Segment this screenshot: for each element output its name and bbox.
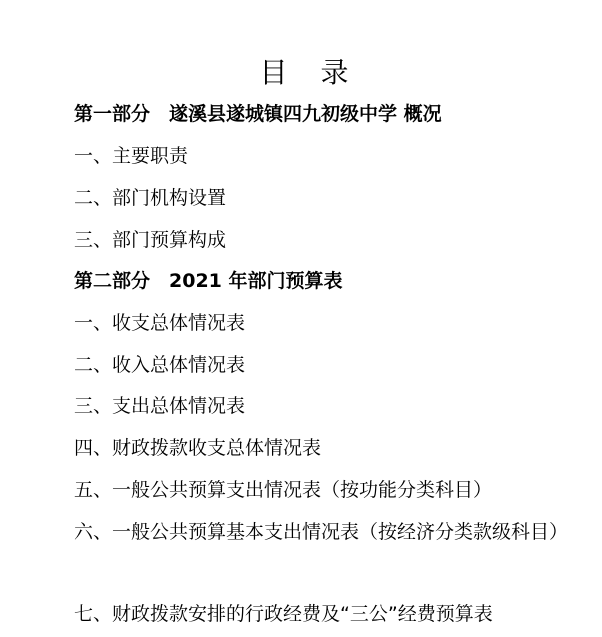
toc-item-org-setup: 二、部门机构设置 xyxy=(74,187,227,209)
toc-item-administrative-and-three-public-expenses: 七、财政拨款安排的行政经费及“三公”经费预算表 xyxy=(74,603,493,625)
toc-item-revenue-expenditure-overview: 一、收支总体情况表 xyxy=(74,312,246,334)
toc-item-revenue-overview: 二、收入总体情况表 xyxy=(74,354,246,376)
toc-item-public-budget-basic-by-economic: 六、一般公共预算基本支出情况表（按经济分类款级科目） xyxy=(74,521,569,543)
toc-item-main-duties: 一、主要职责 xyxy=(74,145,189,167)
toc-part-1: 第一部分 遂溪县遂城镇四九初级中学 概况 xyxy=(74,103,442,125)
toc-item-fiscal-allocation-overview: 四、财政拨款收支总体情况表 xyxy=(74,437,322,459)
toc-item-expenditure-overview: 三、支出总体情况表 xyxy=(74,395,246,417)
toc-item-public-budget-by-function: 五、一般公共预算支出情况表（按功能分类科目） xyxy=(74,479,493,501)
toc-part-2: 第二部分 2021 年部门预算表 xyxy=(74,270,343,292)
toc-title: 目 录 xyxy=(259,56,361,89)
toc-item-budget-composition: 三、部门预算构成 xyxy=(74,229,227,251)
